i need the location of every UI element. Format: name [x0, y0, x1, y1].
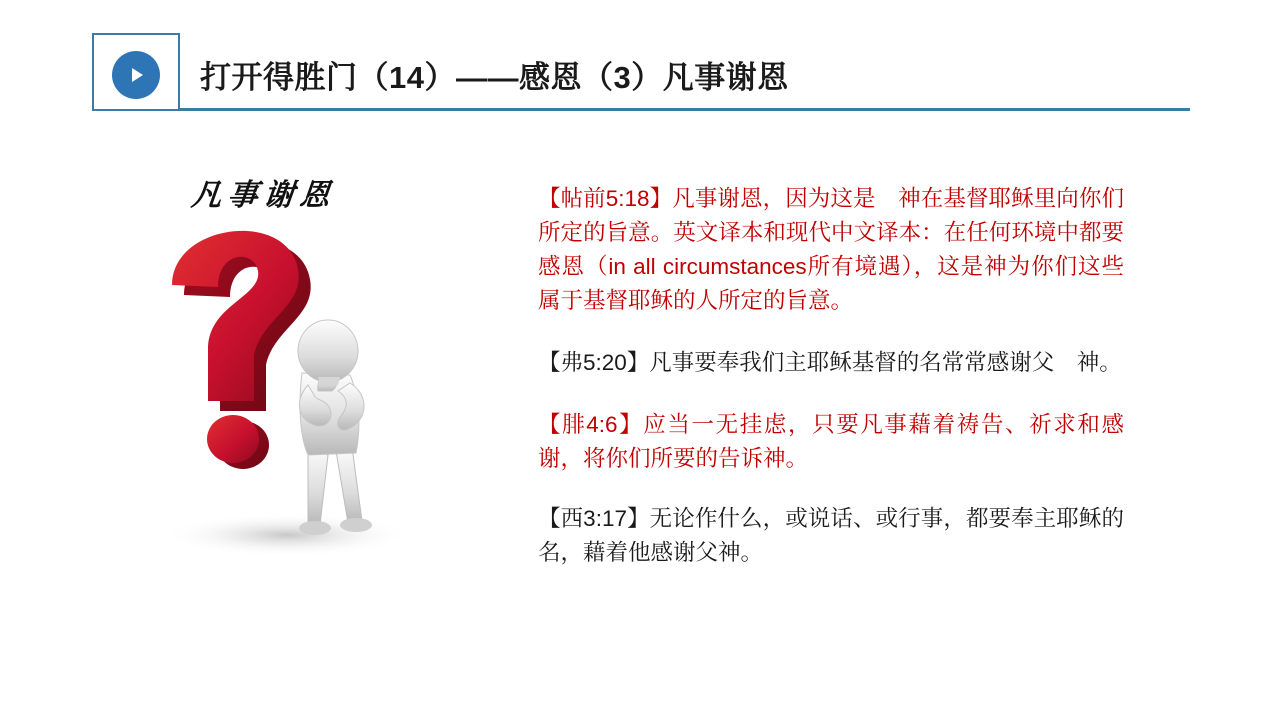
illustration-panel [112, 150, 442, 565]
slide-header [0, 0, 1280, 120]
page-title: 打开得胜门（14）——感恩（3）凡事谢恩 [200, 60, 789, 95]
verse-block-2: 【弗5:20】凡事要奉我们主耶稣基督的名常常感谢父 神。 [538, 350, 1122, 375]
verse-block-3: 【腓4:6】应当一无挂虑，只要凡事藉着祷告、祈求和感谢，将你们所要的告诉神。 [538, 412, 1124, 471]
verse-spacer [538, 476, 1124, 502]
illustration-caption: 凡事谢恩 [189, 179, 338, 212]
play-icon [112, 51, 160, 99]
verse-block-4: 【西3:17】无论作什么，或说话、或行事，都要奉主耶稣的名，藉着他感谢父神。 [538, 506, 1124, 565]
verse-block-1: 【帖前5:18】凡事谢恩，因为这是 神在基督耶稣里向你们所定的旨意。英文译本和现代中文译本：在任何环境中都要感恩（in all circumstances所有境遇），这是神为你们这些属于基督耶稣的人所定的旨意。 [538, 186, 1124, 313]
question-mark-thinker-icon [112, 205, 442, 565]
scripture-column [538, 182, 1124, 570]
verse-spacer [538, 380, 1124, 408]
header-divider [96, 108, 1190, 111]
verse-spacer [538, 318, 1124, 346]
